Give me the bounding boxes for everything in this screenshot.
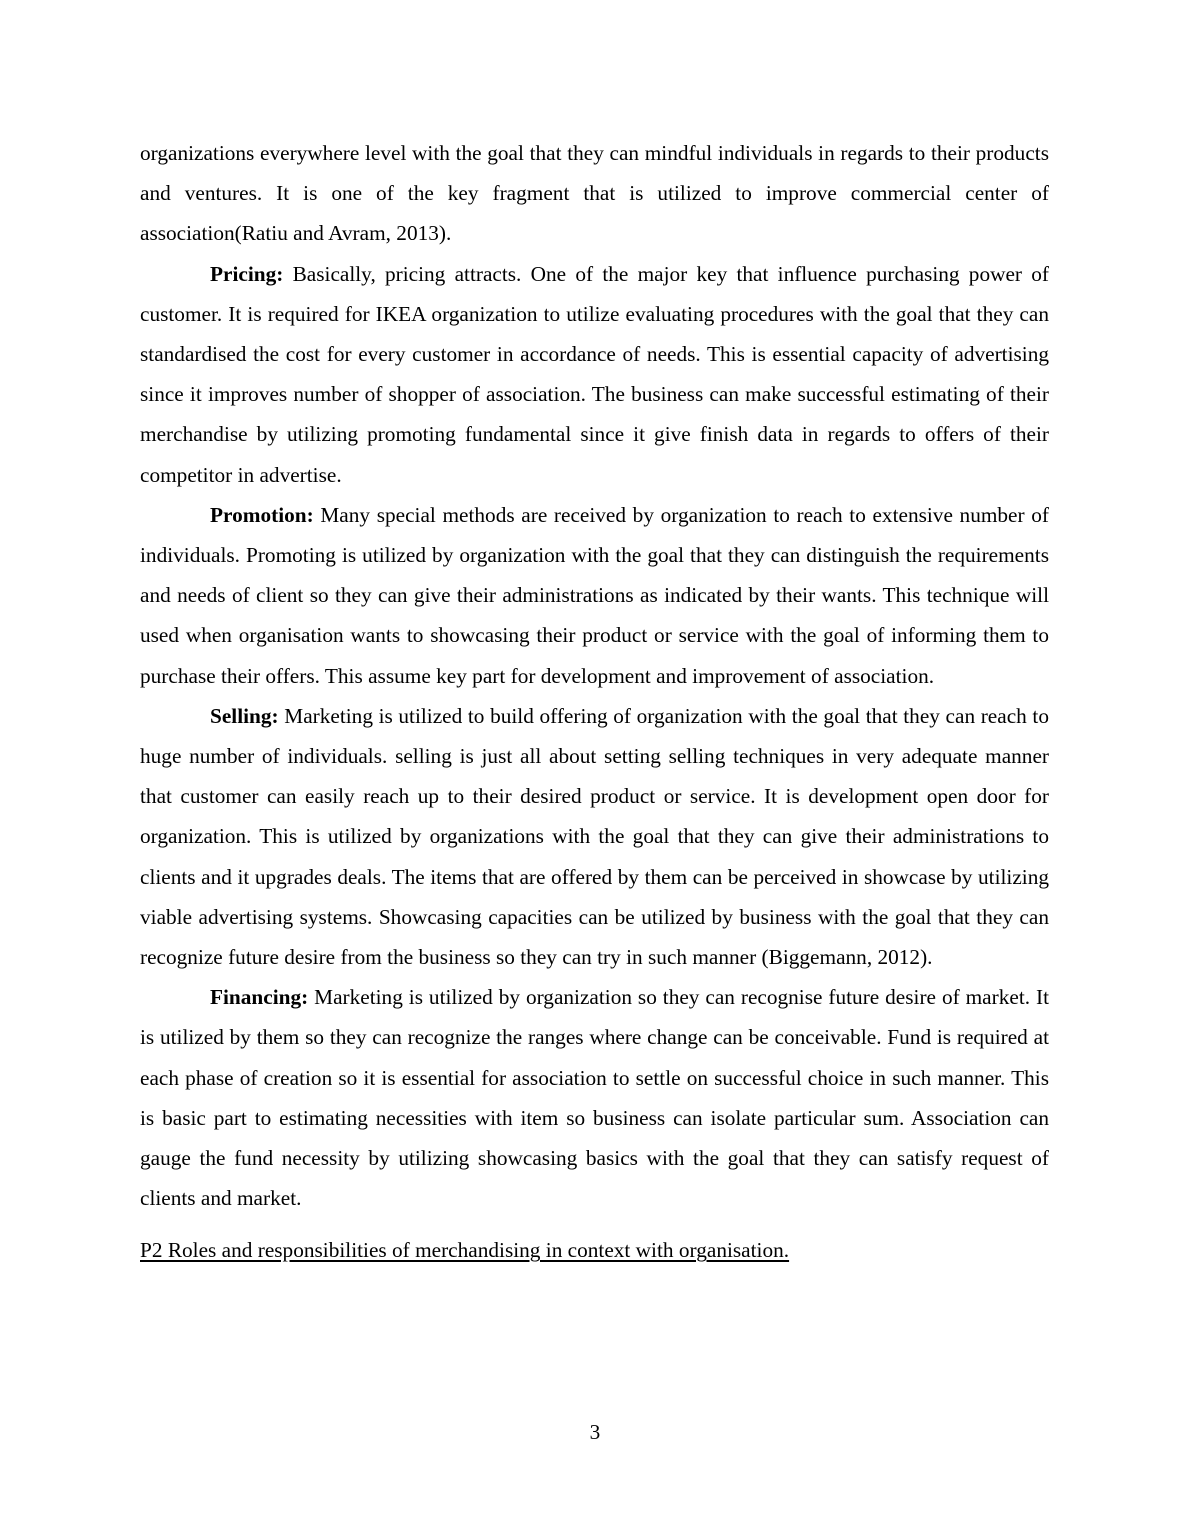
financing-text: Marketing is utilized by organization so they can recognise future desire of market. It is utilized by them so they can recognize the ranges where change can be conceivable. Fund is required at each phase of creation so it is essential for association to settle on successful choice in such manner. This is basic part to estimating necessities with item so business can isolate particular sum. Association can gauge the fund necessity by utilizing showcasing basics with the goal that they can satisfy request of clients and market. [140, 985, 1049, 1211]
pricing-paragraph [140, 254, 1049, 495]
promotion-term: Promotion: [210, 502, 314, 527]
document-page [140, 133, 1049, 1270]
selling-text: Marketing is utilized to build offering of organization with the goal that they can reach to huge number of individuals. selling is just all about setting selling techniques in very adequate manner that customer can easily reach up to their desired product or service. It is development open door for organization. This is utilized by organizations with the goal that they can give their administrations to clients and it upgrades deals. The items that are offered by them can be perceived in showcase by utilizing viable advertising systems. Showcasing capacities can be utilized by business with the goal that they can recognize future desire from the business so they can try in such manner (Biggemann, 2012). [140, 703, 1049, 970]
promotion-text: Many special methods are received by organization to reach to extensive number of individuals. Promoting is utilized by organization with the goal that they can distinguish the requirements and needs of client so they can give their administrations as indicated by their wants. This technique will used when organisation wants to showcasing their product or service with the goal of informing them to purchase their offers. This assume key part for development and improvement of association. [140, 502, 1049, 688]
page-number: 3 [589, 1420, 601, 1444]
pricing-term: Pricing: [210, 261, 284, 286]
promotion-paragraph [140, 495, 1049, 696]
selling-term: Selling: [210, 703, 279, 728]
selling-paragraph [140, 696, 1049, 977]
financing-paragraph [140, 977, 1049, 1218]
intro-paragraph: organizations everywhere level with the goal that they can mindful individuals in regards to their products and ventures. It is one of the key fragment that is utilized to improve commercial center of association(Ratiu and Avram, 2013). [140, 141, 1049, 246]
financing-term: Financing: [210, 985, 309, 1010]
pricing-text: Basically, pricing attracts. One of the major key that influence purchasing power of customer. It is required for IKEA organization to utilize evaluating procedures with the goal that they can standardised the cost for every customer in accordance of needs. This is essential capacity of advertising since it improves number of shopper of association. The business can make successful estimating of their merchandise by utilizing promoting fundamental since it give finish data in regards to offers of their competitor in advertise. [140, 261, 1049, 487]
section-heading: P2 Roles and responsibilities of merchandising in context with organisation. [140, 1238, 790, 1263]
